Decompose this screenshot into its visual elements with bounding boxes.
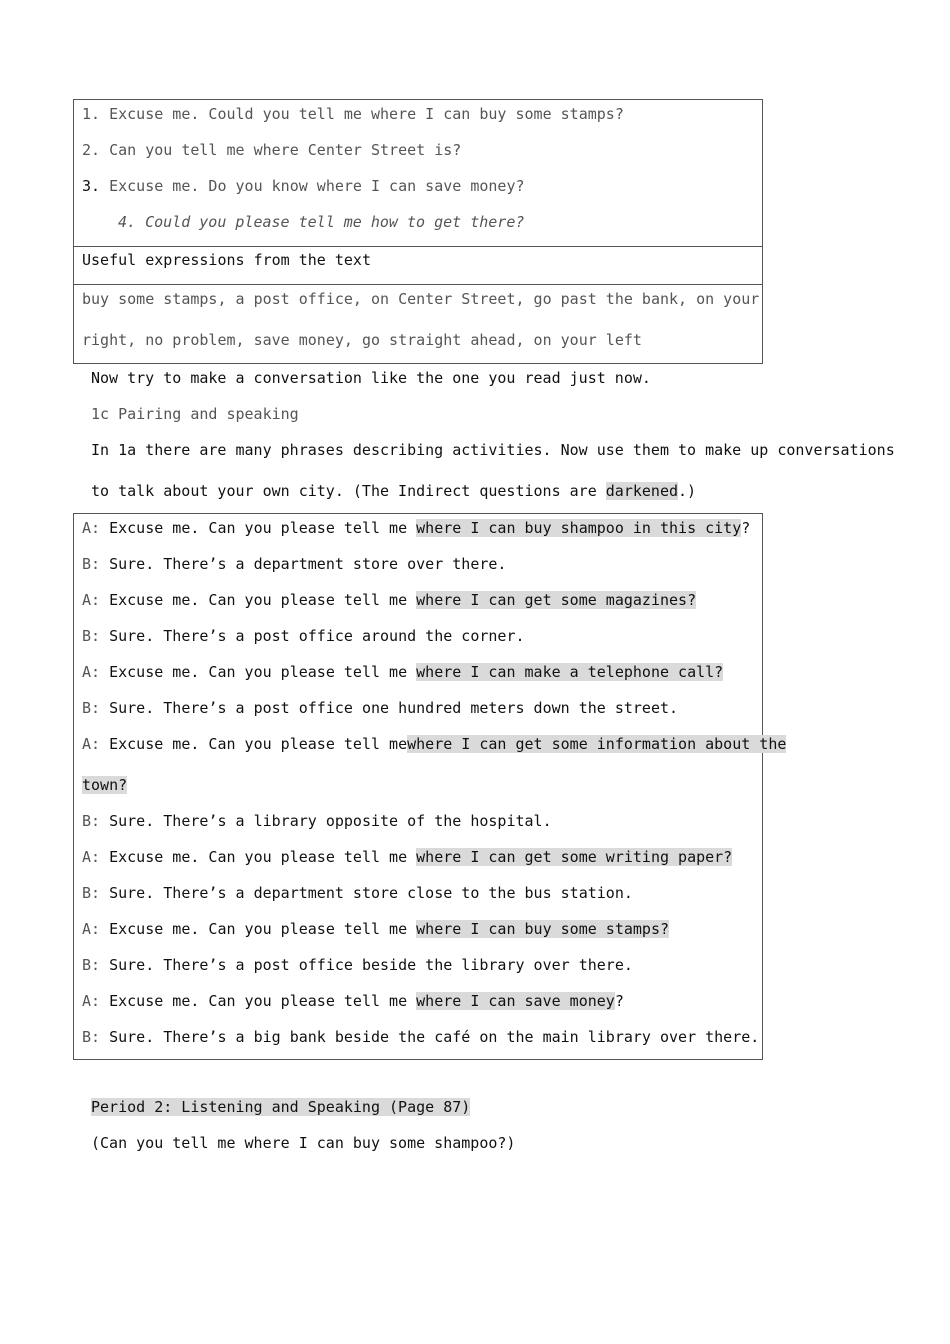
expressions-line-2: right, no problem, save money, go straight ahead, on your left xyxy=(82,331,642,349)
dialogue-line-b: B: Sure. There’s a post office around the corner. xyxy=(82,627,525,645)
period-subtitle: (Can you tell me where I can buy some shampoo?) xyxy=(91,1134,516,1152)
dialogue-line-a: A: Excuse me. Can you please tell me where I can get some magazines? xyxy=(82,591,697,609)
expressions-header: Useful expressions from the text xyxy=(82,251,371,269)
dialogue-line-a: A: Excuse me. Can you please tell me where I can save money? xyxy=(82,992,624,1010)
table-divider xyxy=(74,284,762,285)
questions-table xyxy=(73,99,763,364)
dialogue-line-a-wrap: town? xyxy=(82,776,128,794)
question-2: 2. Can you tell me where Center Street is? xyxy=(82,141,462,159)
dialogue-line-b: B: Sure. There’s a big bank beside the café on the main library over there. xyxy=(82,1028,760,1046)
expressions-line-1: buy some stamps, a post office, on Center Street, go past the bank, on your xyxy=(82,290,760,308)
dialogue-line-a: A: Excuse me. Can you please tell me where I can get some information about the xyxy=(82,735,787,753)
intro-line-1: In 1a there are many phrases describing activities. Now use them to make up conversations xyxy=(91,441,895,459)
dialogue-line-a: A: Excuse me. Can you please tell me where I can make a telephone call? xyxy=(82,663,724,681)
dialogue-line-b: B: Sure. There’s a post office one hundred meters down the street. xyxy=(82,699,679,717)
intro-line-2: to talk about your own city. (The Indirect questions are darkened.) xyxy=(91,482,697,500)
dialogue-line-a: A: Excuse me. Can you please tell me where I can buy some stamps? xyxy=(82,920,670,938)
question-1: 1. Excuse me. Could you tell me where I can buy some stamps? xyxy=(82,105,624,123)
section-1c-heading: 1c Pairing and speaking xyxy=(91,405,299,423)
darkened-word: darkened xyxy=(605,482,679,500)
dialogue-line-b: B: Sure. There’s a department store over there. xyxy=(82,555,507,573)
instruction-text: Now try to make a conversation like the one you read just now. xyxy=(91,369,651,387)
dialogue-table xyxy=(73,513,787,1060)
dialogue-line-b: B: Sure. There’s a library opposite of the hospital. xyxy=(82,812,552,830)
dialogue-line-a: A: Excuse me. Can you please tell me where I can get some writing paper? xyxy=(82,848,733,866)
dialogue-line-b: B: Sure. There’s a post office beside the library over there. xyxy=(82,956,633,974)
period-heading: Period 2: Listening and Speaking (Page 87) xyxy=(91,1098,471,1116)
question-4: 4. Could you please tell me how to get there? xyxy=(118,213,525,231)
dialogue-line-a: A: Excuse me. Can you please tell me where I can buy shampoo in this city? xyxy=(82,519,751,537)
question-3: 3. Excuse me. Do you know where I can save money? xyxy=(82,177,525,195)
dialogue-line-b: B: Sure. There’s a department store close to the bus station. xyxy=(82,884,633,902)
table-divider xyxy=(74,246,762,247)
